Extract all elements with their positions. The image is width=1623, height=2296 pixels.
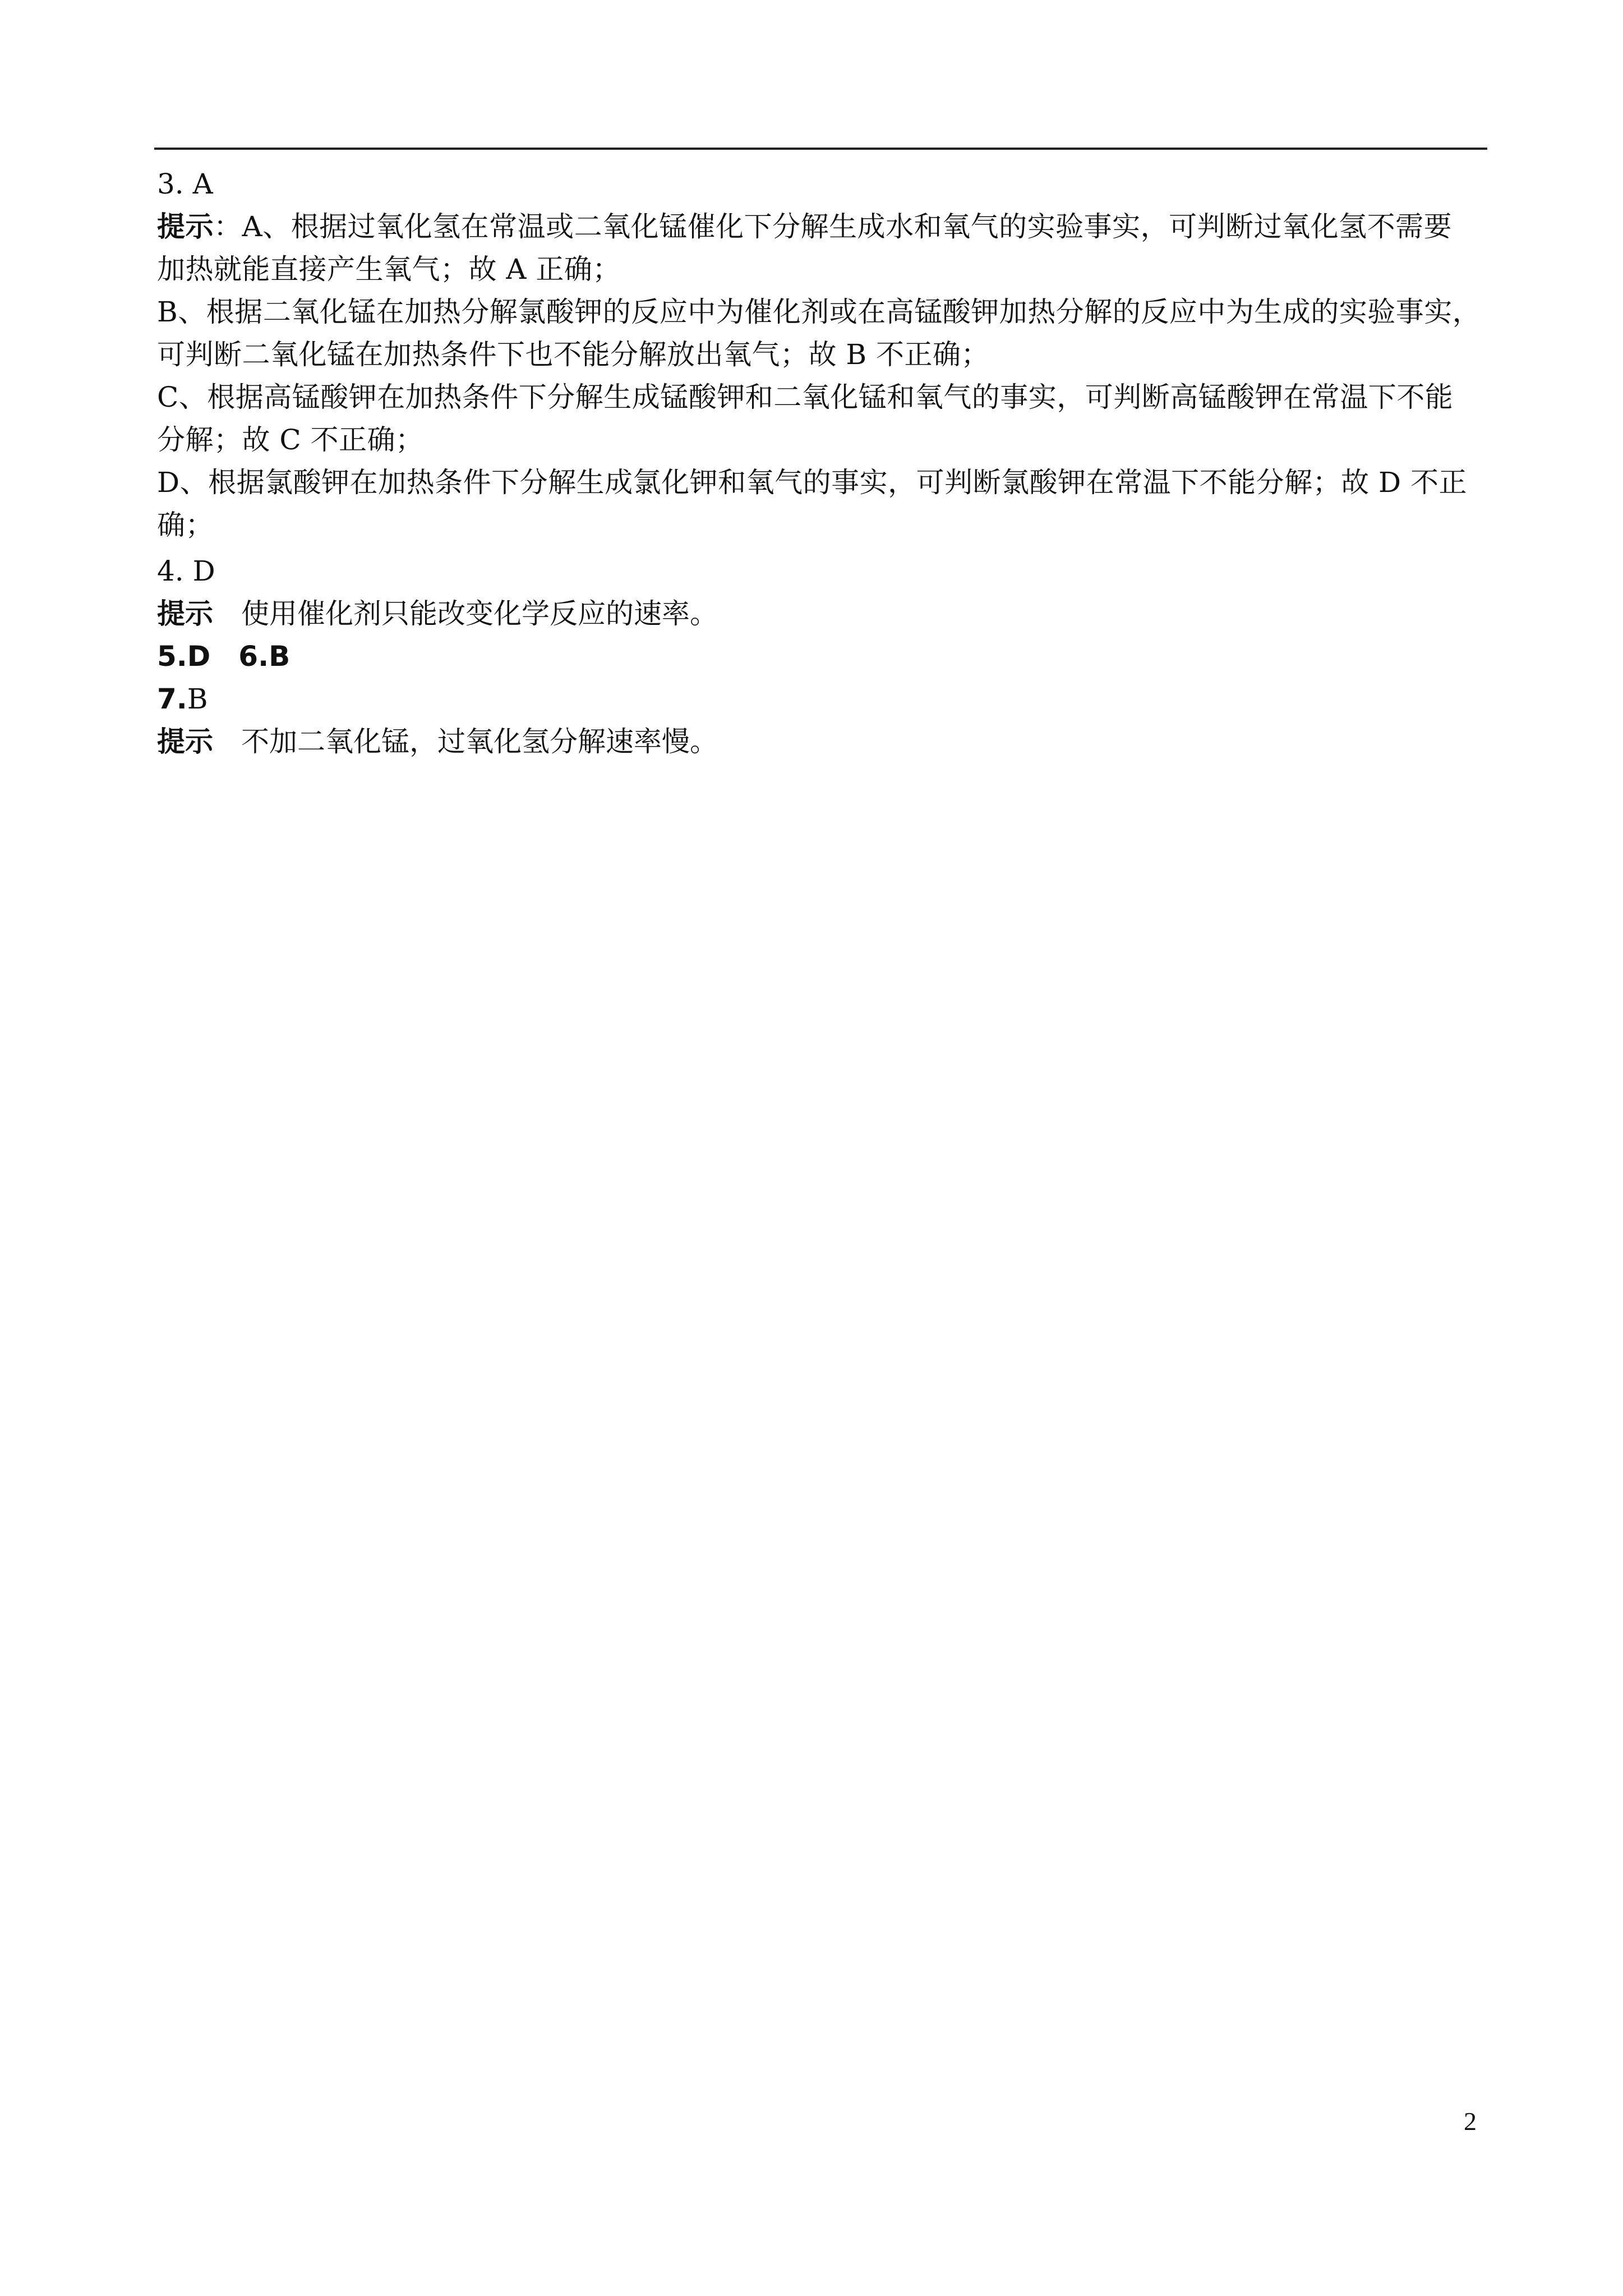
header-rule [154,148,1487,150]
q7-answer [157,678,1486,720]
q3-hint-label: 提示 [157,210,214,243]
q7-answer-letter: B [187,683,208,715]
q4-answer: 4. D [157,555,215,587]
q7-hint-text: 不加二氧化锰，过氧化氢分解速率慢。 [241,725,718,758]
q3-hint-line-3: B、根据二氧化锰在加热分解氯酸钾的反应中为催化剂或在高锰酸钾加热分解的反应中为生成的实验事实， [157,296,1481,328]
q7-hint-label: 提示 [157,725,213,758]
q3-hint-line-1 [157,205,1486,248]
q3-hint-line-5: C、根据高锰酸钾在加热条件下分解生成锰酸钾和二氧化锰和氧气的事实，可判断高锰酸钾在常温下不能 [157,381,1454,413]
q7-answer-number: 7. [157,683,187,715]
q3-hint-line-6: 分解；故 C 不正确； [157,424,424,456]
q3-answer: 3. A [157,168,213,200]
q4-hint-label: 提示 [157,597,213,630]
answer-content [157,163,1486,763]
q3-hint-line-2: 加热就能直接产生氧气；故 A 正确； [157,253,621,286]
q3-hint-line-4: 可判断二氧化锰在加热条件下也不能分解放出氧气；故 B 不正确； [157,338,990,371]
q3-hint-line-8: 确； [157,509,214,541]
q3-hint-separator: ： [214,210,242,243]
q4-hint-text: 使用催化剂只能改变化学反应的速率。 [241,597,718,630]
q3-hint-line-7: D、根据氯酸钾在加热条件下分解生成氯化钾和氧气的事实，可判断氯酸钾在常温下不能分解；故 D 不正 [157,466,1467,499]
q3-hint-text-1: A、根据过氧化氢在常温或二氧化锰催化下分解生成水和氧气的实验事实，可判断过氧化氢不需要 [242,210,1453,243]
q4-hint [157,592,1486,635]
q5-6-answer: 5.D 6.B [157,640,291,673]
page-number: 2 [1464,2107,1477,2136]
q7-hint [157,720,1486,763]
